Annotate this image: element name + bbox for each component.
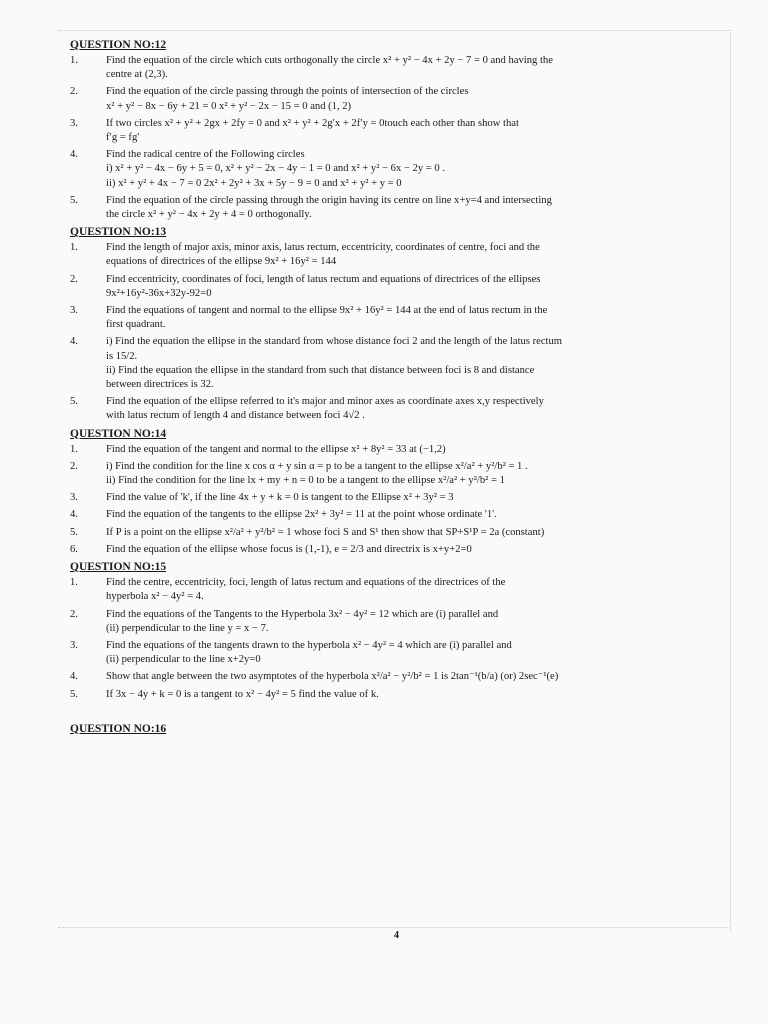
question-line: Find the value of 'k', if the line 4x + y + k = 0 is tangent to the Ellipse x² + 3y² = 3 <box>106 492 454 504</box>
question-number: 3. <box>70 305 78 317</box>
question-number: 4. <box>70 509 78 521</box>
question-line: Find the equation of the circle passing through the origin having its centre on line x+y=4 and intersecting <box>106 194 552 206</box>
question-line: If P is a point on the ellipse x²/a² + y²/b² = 1 whose foci S and S¹ then show that SP+S¹P = 2a (constant) <box>106 526 545 538</box>
question-text <box>106 335 722 392</box>
question-text <box>106 117 722 145</box>
question-item <box>70 576 722 604</box>
section-title: QUESTION NO:12 <box>70 39 167 51</box>
question-line: (ii) perpendicular to the line x+2y=0 <box>106 654 261 666</box>
question-line: equations of directrices of the ellipse 9x² + 16y² = 144 <box>106 256 337 268</box>
question-text <box>106 688 722 702</box>
question-item <box>70 460 722 488</box>
question-number: 3. <box>70 639 78 651</box>
question-item <box>70 85 722 113</box>
question-line: between directrices is 32. <box>106 379 214 391</box>
question-line: Find the equations of tangent and normal to the ellipse 9x² + 16y² = 144 at the end of latus rectum in the <box>106 305 548 317</box>
question-item <box>70 639 722 667</box>
question-text <box>106 304 722 332</box>
section-title: QUESTION NO:13 <box>70 226 167 239</box>
question-text <box>106 491 722 505</box>
question-text <box>106 443 722 457</box>
question-text <box>106 543 722 557</box>
question-number: 1. <box>70 443 78 455</box>
question-line: is 15/2. <box>106 350 138 362</box>
question-number: 3. <box>70 117 78 129</box>
question-line: ii) Find the equation the ellipse in the standard from such that distance between foci is 8 and distance <box>106 364 535 376</box>
question-number: 2. <box>70 273 78 285</box>
question-line: x² + y² − 8x − 6y + 21 = 0 x² + y² − 2x − 15 = 0 and (1, 2) <box>106 100 352 112</box>
question-number: 4. <box>70 336 78 348</box>
question-item <box>70 117 722 145</box>
question-line: i) Find the condition for the line x cos α + y sin α = p to be a tangent to the ellipse x²/a² + y²/b² = 1 . <box>106 460 528 472</box>
question-section <box>70 722 722 736</box>
question-line: the circle x² + y² − 4x + 2y + 4 = 0 orthogonally. <box>106 209 312 221</box>
question-number: 4. <box>70 149 78 161</box>
question-item <box>70 335 722 392</box>
question-line: Find the radical centre of the Following circles <box>106 149 305 161</box>
question-line: ii) Find the condition for the line lx + my + n = 0 to be a tangent to the ellipse x²/a² + y²/b² = 1 <box>106 475 505 487</box>
question-text <box>106 194 722 222</box>
question-line: Find the centre, eccentricity, foci, length of latus rectum and equations of the directrices of the <box>106 577 506 589</box>
question-item <box>70 508 722 522</box>
question-line: i) Find the equation the ellipse in the standard from whose distance foci 2 and the length of the latus rectum <box>106 336 562 348</box>
question-line: centre at (2,3). <box>106 69 168 81</box>
question-section <box>70 560 722 702</box>
question-item <box>70 543 722 557</box>
question-number: 1. <box>70 55 78 66</box>
question-number: 2. <box>70 86 78 98</box>
question-item <box>70 304 722 332</box>
question-item <box>70 395 722 423</box>
question-number: 2. <box>70 608 78 620</box>
question-text <box>106 460 722 488</box>
question-line: (ii) perpendicular to the line y = x − 7. <box>106 622 269 634</box>
question-line: Find the equation of the ellipse referred to it's major and minor axes as coordinate axes x,y respectively <box>106 396 544 408</box>
question-number: 1. <box>70 242 78 254</box>
question-text <box>106 526 722 540</box>
question-item <box>70 443 722 457</box>
question-line: Find the equation of the circle which cuts orthogonally the circle x² + y² − 4x + 2y − 7 = 0 and having the <box>106 55 553 66</box>
question-line: Find the equations of the Tangents to the Hyperbola 3x² − 4y² = 12 which are (i) parallel and <box>106 608 499 620</box>
question-line: Find the equations of the tangents drawn to the hyperbola x² − 4y² = 4 which are (i) parallel and <box>106 639 512 651</box>
question-text <box>106 241 722 269</box>
question-item <box>70 491 722 505</box>
section-title: QUESTION NO:14 <box>70 427 167 440</box>
question-text <box>106 54 722 82</box>
question-line: If 3x − 4y + k = 0 is a tangent to x² − 4y² = 5 find the value of k. <box>106 688 379 700</box>
question-number: 2. <box>70 460 78 472</box>
question-sheet <box>70 36 722 736</box>
question-number: 5. <box>70 688 78 700</box>
question-number: 5. <box>70 194 78 206</box>
question-text <box>106 508 722 522</box>
question-line: Find the equation of the circle passing through the points of intersection of the circles <box>106 86 469 98</box>
question-text <box>106 639 722 667</box>
question-line: 9x²+16y²-36x+32y-92=0 <box>106 287 212 299</box>
question-text <box>106 576 722 604</box>
question-text <box>106 608 722 636</box>
question-item <box>70 608 722 636</box>
question-item <box>70 273 722 301</box>
question-line: i) x² + y² − 4x − 6y + 5 = 0, x² + y² − 2x − 4y − 1 = 0 and x² + y² − 6x − 2y = 0 . <box>106 163 445 175</box>
question-line: first quadrant. <box>106 319 166 331</box>
question-line: Find the length of major axis, minor axis, latus rectum, eccentricity, coordinates of centre, foci and the <box>106 242 540 254</box>
section-title: QUESTION NO:15 <box>70 561 167 574</box>
question-line: hyperbola x² − 4y² = 4. <box>106 591 204 603</box>
question-item <box>70 526 722 540</box>
question-number: 1. <box>70 577 78 589</box>
question-line: If two circles x² + y² + 2gx + 2fy = 0 and x² + y² + 2g′x + 2f′y = 0touch each other than show that <box>106 117 519 129</box>
section-title: QUESTION NO:16 <box>70 722 167 735</box>
page-number: 4 <box>394 930 399 941</box>
question-item <box>70 148 722 191</box>
question-item <box>70 688 722 702</box>
question-section <box>70 225 722 423</box>
question-text <box>106 273 722 301</box>
question-number: 6. <box>70 543 78 555</box>
question-number: 4. <box>70 671 78 683</box>
question-text <box>106 395 722 423</box>
question-line: Find the equation of the ellipse whose focus is (1,-1), e = 2/3 and directrix is x+y+2=0 <box>106 543 472 555</box>
question-line: Show that angle between the two asymptotes of the hyperbola x²/a² − y²/b² = 1 is 2tan⁻¹(b/a) (or) 2sec⁻¹(e) <box>106 671 559 683</box>
question-line: Find eccentricity, coordinates of foci, length of latus rectum and equations of directrices of the ellipses <box>106 273 541 285</box>
question-number: 5. <box>70 396 78 408</box>
question-line: ii) x² + y² + 4x − 7 = 0 2x² + 2y² + 3x + 5y − 9 = 0 and x² + y² + y = 0 <box>106 177 402 189</box>
question-section <box>70 38 722 222</box>
question-number: 3. <box>70 492 78 504</box>
question-line: with latus rectum of length 4 and distance between foci 4√2 . <box>106 410 365 422</box>
question-item <box>70 241 722 269</box>
question-item <box>70 194 722 222</box>
question-item <box>70 670 722 684</box>
question-text <box>106 148 722 191</box>
question-item <box>70 54 722 82</box>
question-line: Find the equation of the tangents to the ellipse 2x² + 3y² = 11 at the point whose ordinate '1'. <box>106 509 497 521</box>
question-section <box>70 427 722 557</box>
question-line: f′g = fg′ <box>106 132 140 144</box>
question-text <box>106 670 722 684</box>
question-text <box>106 85 722 113</box>
page-footer-rule <box>58 927 730 928</box>
question-number: 5. <box>70 526 78 538</box>
question-line: Find the equation of the tangent and normal to the ellipse x² + 8y² = 33 at (−1,2) <box>106 443 446 455</box>
